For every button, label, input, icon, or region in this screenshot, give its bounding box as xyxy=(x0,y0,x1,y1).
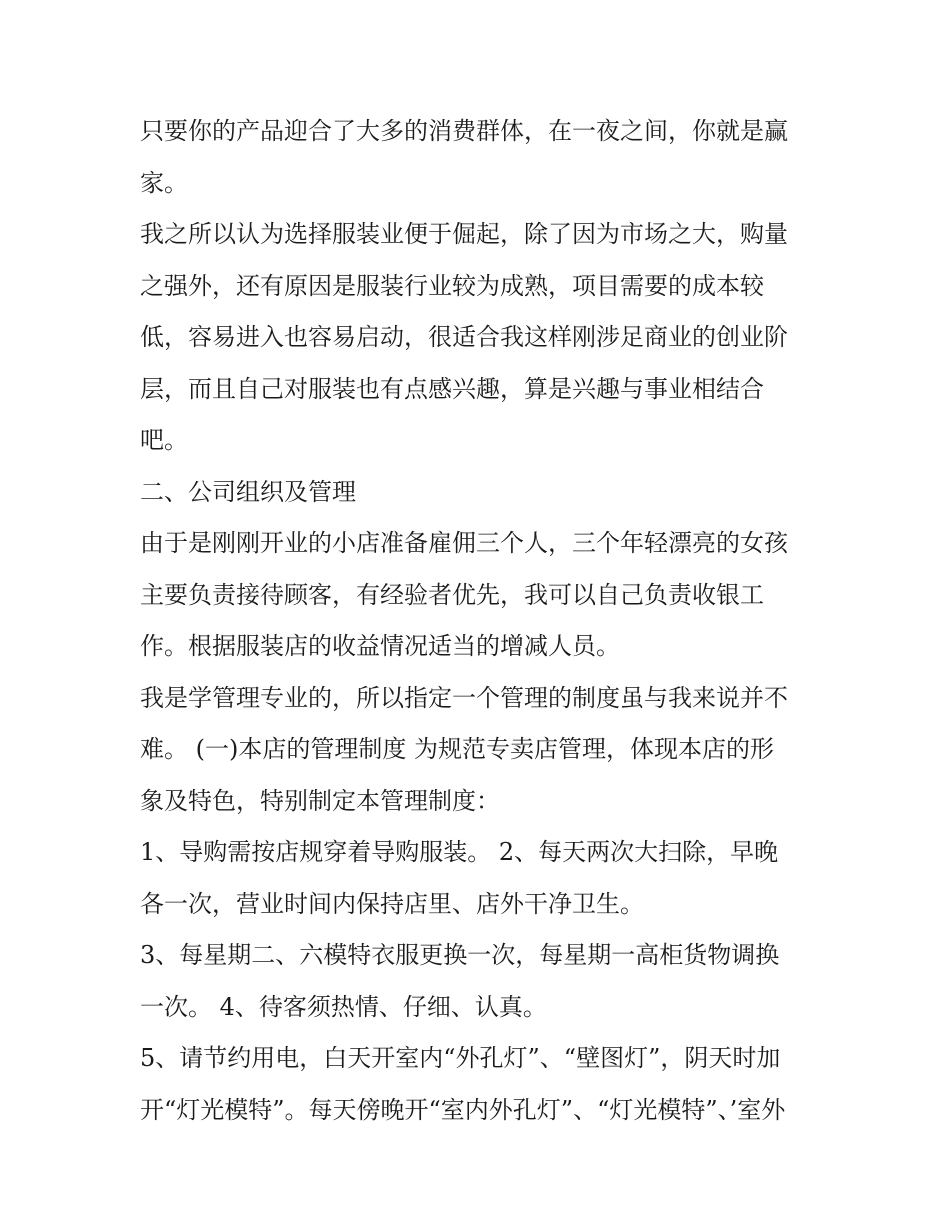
text-line: 一次。 4、待客须热情、仔细、认真。 xyxy=(140,992,547,1021)
text-line: 作。根据服装店的收益情况适当的增减人员。 xyxy=(140,632,620,660)
text-line: 5、请节约用电，白天开室内“外孔灯”、“壁图灯”，阴天时加 xyxy=(140,1044,781,1072)
text-line: 各一次，营业时间内保持店里、店外干净卫生。 xyxy=(140,889,644,918)
section-heading: 二、公司组织及管理 xyxy=(140,477,356,506)
text-line: 层，而且自己对服装也有点感兴趣，算是兴趣与事业相结合 xyxy=(140,374,764,403)
text-line: 1、导购需按店规穿着导购服装。 2、每天两次大扫除，早晚 xyxy=(140,838,779,866)
text-line: 我之所以认为选择服装业便于倔起，除了因为市场之大，购量 xyxy=(140,220,788,248)
text-line: 3、每星期二、六模特衣服更换一次，每星期一高柜货物调换 xyxy=(140,941,780,969)
text-line: 只要你的产品迎合了大多的消费群体，在一夜之间，你就是赢 xyxy=(140,117,788,145)
text-line: 象及特色，特别制定本管理制度： xyxy=(140,786,500,815)
text-line: 难。 (一)本店的管理制度 为规范专卖店管理，体现本店的形 xyxy=(140,735,774,763)
text-line: 家。 xyxy=(140,168,188,197)
document-body xyxy=(140,106,820,1136)
text-line: 之强外，还有原因是服装行业较为成熟，项目需要的成本较 xyxy=(140,271,764,300)
text-line: 我是学管理专业的，所以指定一个管理的制度虽与我来说并不 xyxy=(140,683,788,712)
text-line: 低，容易进入也容易启动，很适合我这样刚涉足商业的创业阶 xyxy=(140,323,788,351)
text-line: 主要负责接待顾客，有经验者优先，我可以自己负责收银工 xyxy=(140,580,764,609)
text-line: 开“灯光模特”。每天傍晚开“室内外孔灯”、“灯光模特”、’室外 xyxy=(140,1095,786,1124)
text-line: 吧。 xyxy=(140,426,188,454)
text-line: 由于是刚刚开业的小店准备雇佣三个人，三个年轻漂亮的女孩 xyxy=(140,529,788,557)
